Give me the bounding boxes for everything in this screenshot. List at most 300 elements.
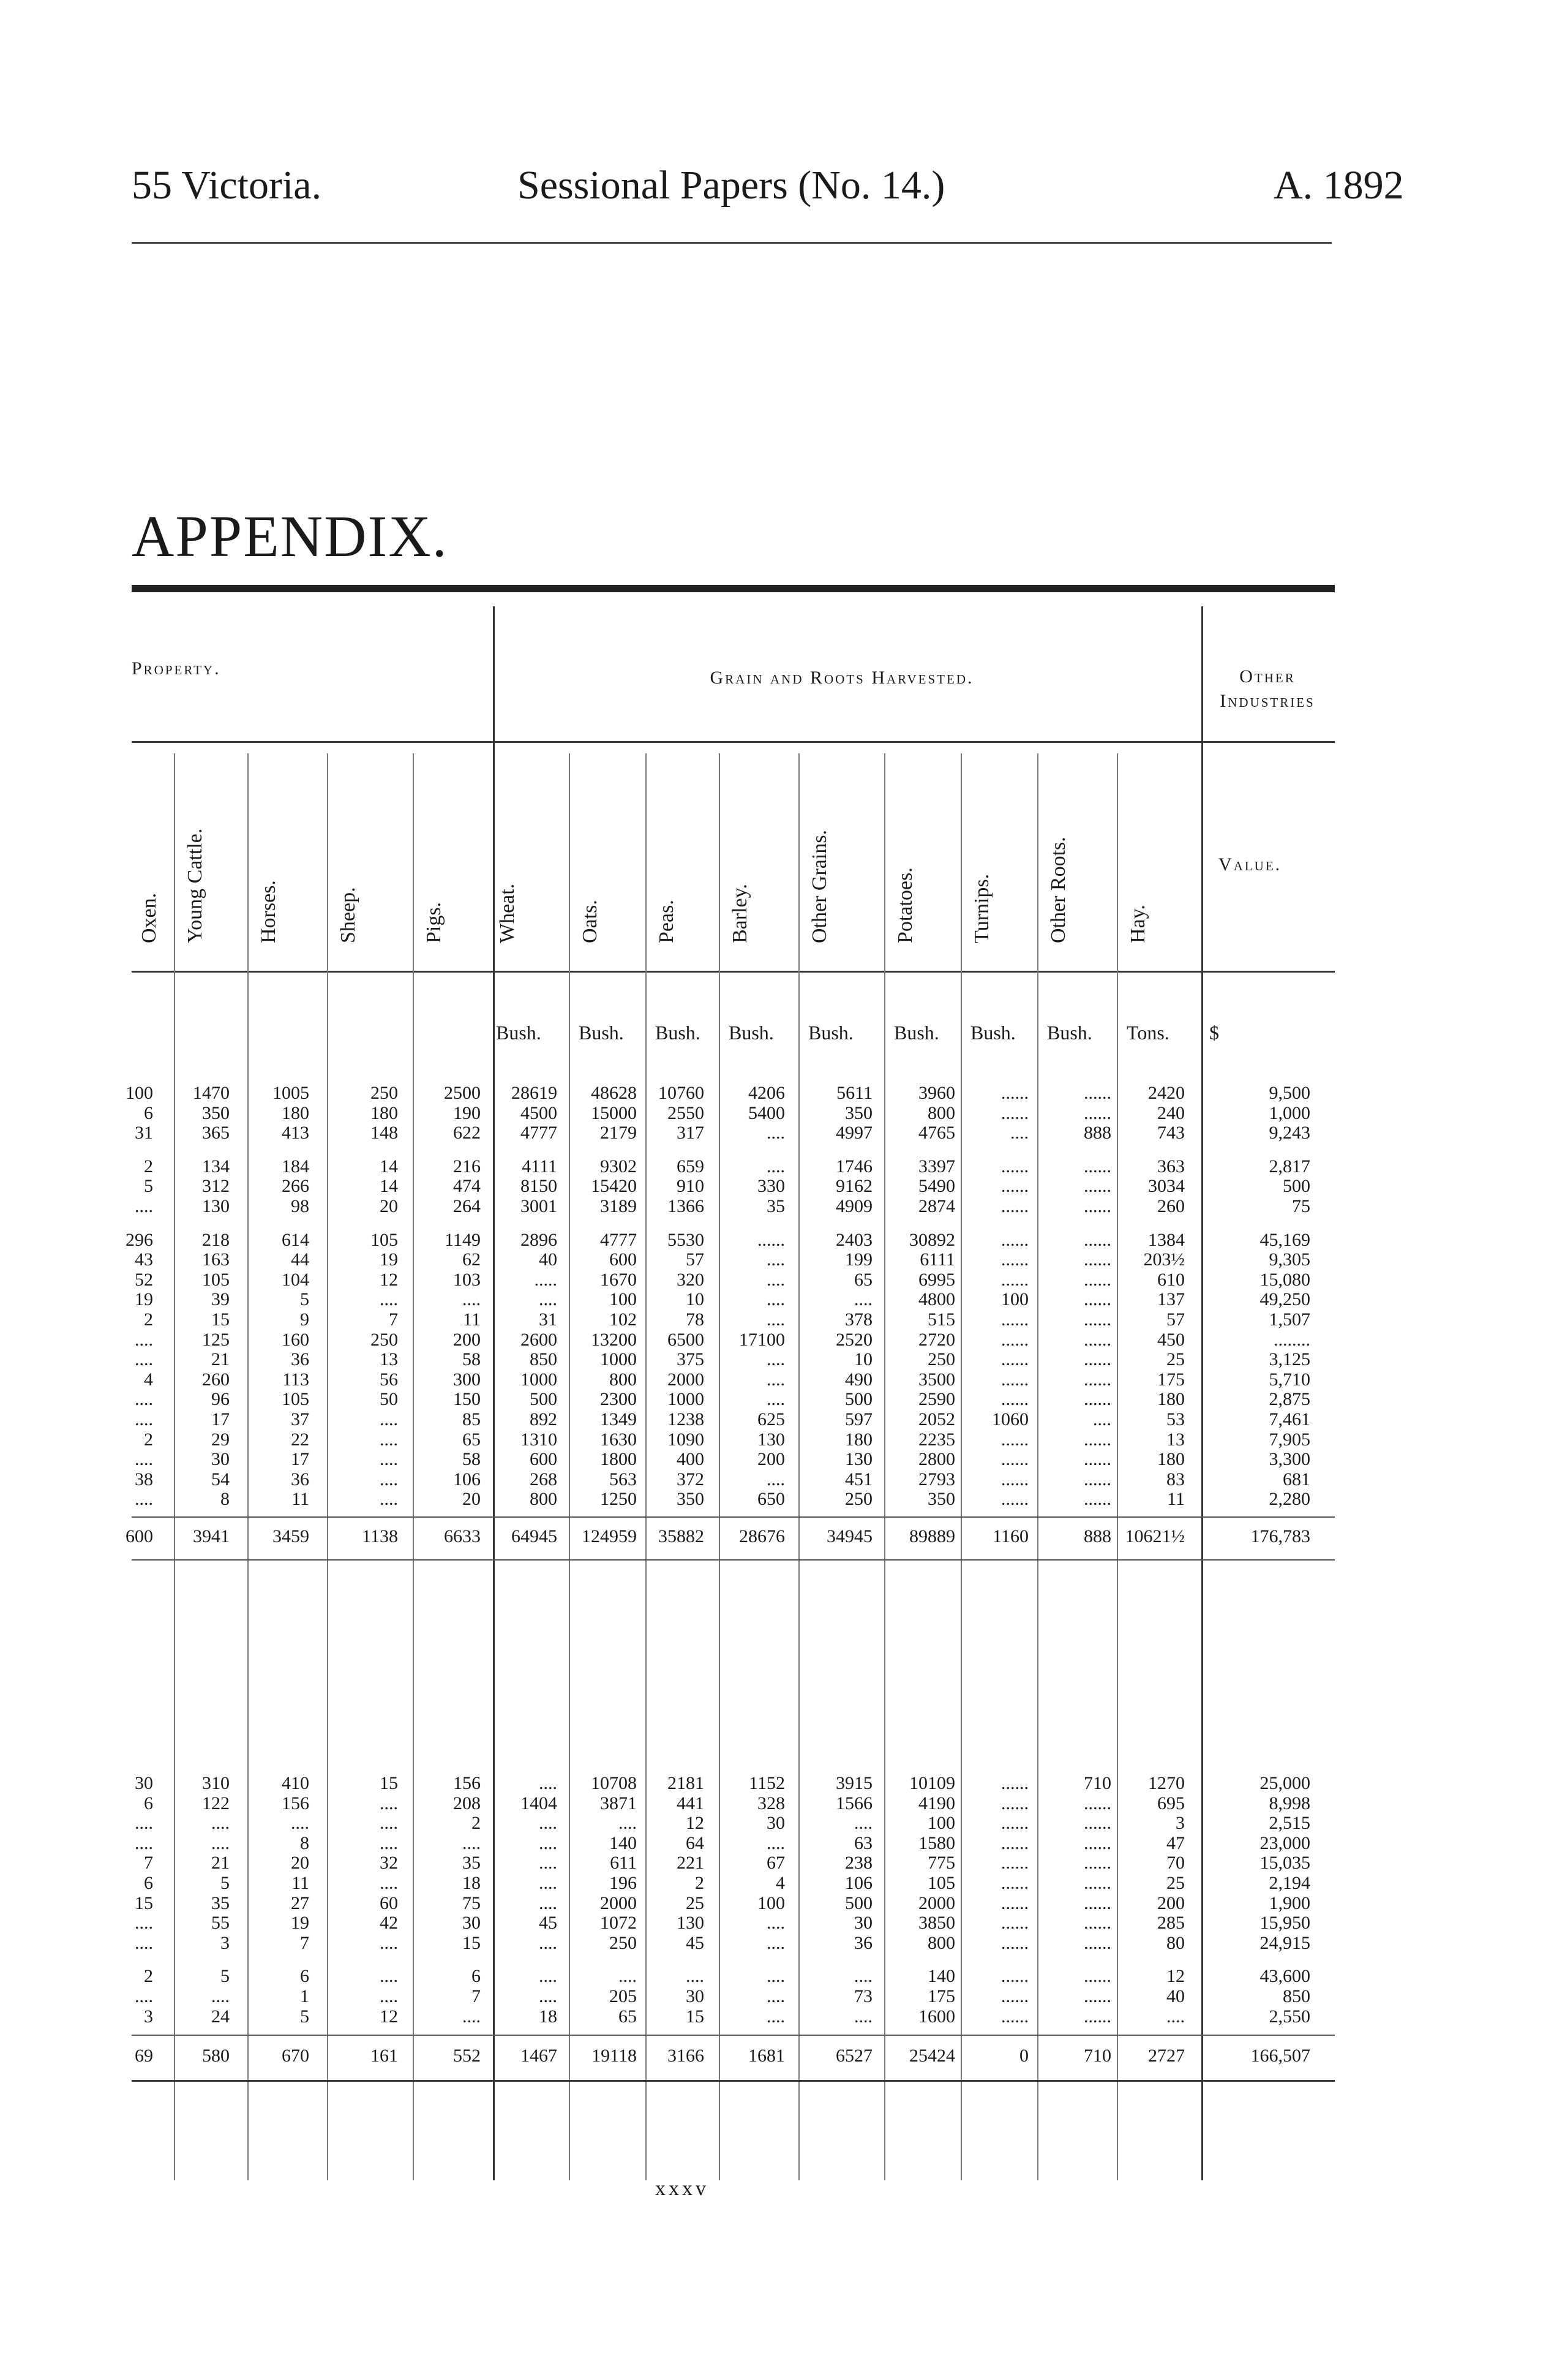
table-cell: 58 [462, 1349, 481, 1370]
table-cell: 659 [677, 1156, 704, 1177]
table-cell: 175 [928, 1986, 955, 2006]
page-number: xxxv [655, 2177, 709, 2200]
table-cell: 320 [677, 1269, 704, 1290]
table-cell: 140 [609, 1832, 637, 1853]
table-cell: 105 [370, 1229, 398, 1250]
table-cell: 15,950 [1259, 1913, 1310, 1934]
table-cell: 134 [202, 1156, 230, 1177]
table-cell: .... [135, 1329, 153, 1350]
table-cell: 13 [1166, 1429, 1185, 1450]
table-cell: ...... [1001, 1176, 1029, 1197]
table-cell: 11 [291, 1873, 309, 1893]
table-cell: 1,000 [1269, 1102, 1310, 1123]
table-cell: 3500 [918, 1369, 955, 1390]
table-cell: 2181 [667, 1773, 704, 1793]
table-cell: 4206 [748, 1083, 785, 1103]
table-cell: 4765 [918, 1123, 955, 1143]
table-cell: ...... [1084, 1873, 1111, 1893]
table-cell: 25 [686, 1892, 704, 1913]
table-cell: 12 [380, 2006, 398, 2027]
table-cell: 106 [845, 1873, 873, 1893]
unit-label: Bush. [808, 1022, 854, 1044]
table-cell: 266 [282, 1176, 309, 1197]
table-cell: 6 [300, 1966, 309, 1987]
table-cell: .... [767, 1389, 785, 1410]
table-cell: 35 [211, 1892, 230, 1913]
table-cell: 9 [300, 1309, 309, 1330]
table-cell: ...... [1084, 1966, 1111, 1987]
table-cell: 5 [300, 1289, 309, 1310]
table-cell: 156 [453, 1773, 481, 1793]
column-head: Turnips. [970, 873, 993, 943]
table-cell: 160 [282, 1329, 309, 1350]
table-cell: 106 [453, 1469, 481, 1489]
table-cell: 775 [928, 1853, 955, 1873]
table-cell: ...... [1001, 1429, 1029, 1450]
unit-label: Bush. [894, 1022, 939, 1044]
table-cell: 156 [282, 1793, 309, 1813]
table-cell: 8150 [520, 1176, 557, 1197]
table-cell: ...... [1084, 1349, 1111, 1370]
table-cell: 1580 [918, 1832, 955, 1853]
table-cell: ...... [1084, 1329, 1111, 1350]
table-cell: 3 [144, 2006, 153, 2027]
table-cell: 1384 [1148, 1229, 1185, 1250]
table-cell: 2896 [520, 1229, 557, 1250]
divider-grain-other [1201, 606, 1203, 2180]
table-cell: 105 [202, 1269, 230, 1290]
table-cell: ...... [1001, 1489, 1029, 1510]
table-cell: 250 [370, 1329, 398, 1350]
table-cell: 10708 [591, 1773, 637, 1793]
table-cell: 30 [686, 1986, 704, 2006]
table-cell: 5 [220, 1966, 230, 1987]
table-cell: ...... [1084, 1986, 1111, 2006]
table-cell: 2000 [918, 1892, 955, 1913]
table-cell: 148 [370, 1123, 398, 1143]
table-cell: 15 [135, 1892, 153, 1913]
table-cell: ...... [1084, 1289, 1111, 1310]
table-cell: 474 [453, 1176, 481, 1197]
table-cell: 100 [757, 1892, 785, 1913]
table-cell: 27 [291, 1892, 309, 1913]
table-cell: 363 [1157, 1156, 1185, 1177]
total-cell: 600 [126, 1526, 153, 1546]
total-cell: 3166 [667, 2046, 704, 2066]
table-cell: 910 [677, 1176, 704, 1197]
table-cell: 1630 [600, 1429, 637, 1450]
table-cell: ...... [1001, 1369, 1029, 1390]
table-cell: 103 [453, 1269, 481, 1290]
table-cell: 2600 [520, 1329, 557, 1350]
total-cell: 166,507 [1250, 2046, 1310, 2066]
table-cell: 52 [135, 1269, 153, 1290]
table-cell: 21 [211, 1349, 230, 1370]
table-cell: ...... [1084, 1309, 1111, 1330]
table-cell: 1600 [918, 2006, 955, 2027]
table-cell: 563 [609, 1469, 637, 1489]
table-cell: 1000 [520, 1369, 557, 1390]
table-cell: 23,000 [1259, 1832, 1310, 1853]
table-cell: 250 [845, 1489, 873, 1510]
table-cell: ...... [1001, 1832, 1029, 1853]
table-cell: 7,905 [1269, 1429, 1310, 1450]
table-cell: ...... [1001, 1873, 1029, 1893]
column-head: Wheat. [496, 883, 519, 943]
table-cell: 15420 [591, 1176, 637, 1197]
table-cell: 5490 [918, 1176, 955, 1197]
table-cell: 365 [202, 1123, 230, 1143]
table-cell: 296 [126, 1229, 153, 1250]
table-cell: 240 [1157, 1102, 1185, 1123]
table-cell: 45 [539, 1913, 557, 1934]
table-cell: 4190 [918, 1793, 955, 1813]
total-cell: 89889 [909, 1526, 955, 1546]
table-cell: 37 [291, 1409, 309, 1429]
table-cell: 180 [1157, 1389, 1185, 1410]
table-cell: 75 [462, 1892, 481, 1913]
table-cell: 611 [610, 1853, 637, 1873]
table-cell: 9,305 [1269, 1249, 1310, 1270]
table-cell: 328 [757, 1793, 785, 1813]
table-cell: 743 [1157, 1123, 1185, 1143]
table-cell: .... [211, 1813, 230, 1834]
table-cell: .... [462, 1289, 481, 1310]
table-cell: 681 [1283, 1469, 1310, 1489]
table-cell: 30 [135, 1773, 153, 1793]
table-cell: 2179 [600, 1123, 637, 1143]
table-cell: 184 [282, 1156, 309, 1177]
table-cell: ...... [1084, 1083, 1111, 1103]
table-cell: 1149 [445, 1229, 481, 1250]
table-cell: 2420 [1148, 1083, 1185, 1103]
total-cell: 6633 [444, 1526, 481, 1546]
table-cell: ...... [1084, 1489, 1111, 1510]
table-cell: 80 [1166, 1932, 1185, 1953]
table-cell: 2874 [918, 1196, 955, 1216]
table-cell: 175 [1157, 1369, 1185, 1390]
table-cell: 800 [609, 1369, 637, 1390]
table-cell: 350 [677, 1489, 704, 1510]
table-cell: 888 [1084, 1123, 1111, 1143]
table-cell: 260 [202, 1369, 230, 1390]
table-cell: 30892 [909, 1229, 955, 1250]
table-cell: 2 [695, 1873, 704, 1893]
table-cell: .... [1093, 1409, 1111, 1429]
table-cell: 130 [677, 1913, 704, 1934]
table-cell: 18 [539, 2006, 557, 2027]
table-cell: 317 [677, 1123, 704, 1143]
table-cell: .... [135, 1409, 153, 1429]
table-cell: 78 [686, 1309, 704, 1330]
total-cell: 124959 [582, 1526, 637, 1546]
table-cell: 4111 [522, 1156, 557, 1177]
table-cell: .... [854, 2006, 873, 2027]
table-cell: 6995 [918, 1269, 955, 1290]
total-cell: 3459 [272, 1526, 309, 1546]
table-cell: ...... [1001, 1913, 1029, 1934]
table-cell: 24 [211, 2006, 230, 2027]
table-cell: 4 [776, 1873, 785, 1893]
table-cell: 32 [380, 1853, 398, 1873]
table-cell: .... [380, 1966, 398, 1987]
table-cell: 10 [854, 1349, 873, 1370]
table-cell: 250 [609, 1932, 637, 1953]
table-cell: 14 [380, 1176, 398, 1197]
table-cell: 102 [609, 1309, 637, 1330]
table-cell: 3960 [918, 1083, 955, 1103]
table-cell: .... [135, 1349, 153, 1370]
table-cell: 800 [530, 1489, 557, 1510]
table-cell: 1670 [600, 1269, 637, 1290]
table-cell: 2793 [918, 1469, 955, 1489]
table-cell: .... [618, 1813, 637, 1834]
column-head: Horses. [257, 880, 280, 943]
table-cell: 2720 [918, 1329, 955, 1350]
table-cell: .... [767, 1469, 785, 1489]
table-cell: ...... [1084, 1102, 1111, 1123]
table-cell: ...... [1084, 1156, 1111, 1177]
table-cell: 15 [686, 2006, 704, 2027]
table-cell: ...... [1084, 1429, 1111, 1450]
table-cell: 205 [609, 1986, 637, 2006]
table-cell: 410 [282, 1773, 309, 1793]
table-cell: .... [380, 1449, 398, 1470]
table-cell: 413 [282, 1123, 309, 1143]
unit-label: Tons. [1127, 1022, 1169, 1044]
table-cell: ...... [1001, 1966, 1029, 1987]
table-cell: .... [380, 1832, 398, 1853]
table-cell: 100 [126, 1083, 153, 1103]
table-cell: 20 [462, 1489, 481, 1510]
table-cell: 5611 [836, 1083, 873, 1103]
table-cell: 1000 [667, 1389, 704, 1410]
title-rule [132, 585, 1335, 592]
table-cell: 2500 [444, 1083, 481, 1103]
table-cell: ...... [1001, 1932, 1029, 1953]
table-cell: ...... [1084, 1176, 1111, 1197]
table-cell: 57 [686, 1249, 704, 1270]
table-cell: ...... [1001, 1773, 1029, 1793]
table-cell: ...... [1001, 1329, 1029, 1350]
table-cell: .... [767, 1123, 785, 1143]
table-cell: 4500 [520, 1102, 557, 1123]
table-cell: 83 [1166, 1469, 1185, 1489]
unit-label: Bush. [729, 1022, 774, 1044]
table-cell: 15,035 [1259, 1853, 1310, 1873]
table-cell: .... [380, 1489, 398, 1510]
table-cell: 2 [144, 1429, 153, 1450]
table-cell: ...... [1084, 2006, 1111, 2027]
table-cell: 20 [291, 1853, 309, 1873]
table-cell: 3001 [520, 1196, 557, 1216]
table-cell: .... [380, 1873, 398, 1893]
table-cell: 6500 [667, 1329, 704, 1350]
table-cell: 63 [854, 1832, 873, 1853]
table-cell: 50 [380, 1389, 398, 1410]
table-cell: 180 [282, 1102, 309, 1123]
table-cell: 600 [609, 1249, 637, 1270]
table-cell: ...... [1001, 1813, 1029, 1834]
table-cell: ..... [534, 1269, 557, 1290]
total-cell: 1467 [520, 2046, 557, 2066]
table-cell: .... [539, 1832, 557, 1853]
table-cell: ...... [1084, 1853, 1111, 1873]
table-cell: 100 [928, 1813, 955, 1834]
table-cell: 75 [1292, 1196, 1310, 1216]
table-cell: 1000 [600, 1349, 637, 1370]
table-cell: 350 [202, 1102, 230, 1123]
table-cell: 25 [1166, 1873, 1185, 1893]
table-cell: 70 [1166, 1853, 1185, 1873]
table-cell: 4997 [836, 1123, 873, 1143]
table-cell: 55 [211, 1913, 230, 1934]
table-cell: 40 [539, 1249, 557, 1270]
table-cell: 1349 [600, 1409, 637, 1429]
table-cell: ...... [1084, 1932, 1111, 1953]
table-cell: 100 [609, 1289, 637, 1310]
table-cell: .... [211, 1986, 230, 2006]
table-cell: 490 [845, 1369, 873, 1390]
table-cell: 15 [211, 1309, 230, 1330]
unit-label: Bush. [496, 1022, 541, 1044]
table-cell: .... [380, 1289, 398, 1310]
table-cell: .... [767, 1913, 785, 1934]
table-cell: 2,280 [1269, 1489, 1310, 1510]
table-cell: 2550 [667, 1102, 704, 1123]
table-cell: 8,998 [1269, 1793, 1310, 1813]
table-cell: 4909 [836, 1196, 873, 1216]
table-cell: 17 [211, 1409, 230, 1429]
table-cell: 65 [854, 1269, 873, 1290]
table-cell: 2403 [836, 1229, 873, 1250]
table-cell: 264 [453, 1196, 481, 1216]
table-cell: 1746 [836, 1156, 873, 1177]
table-cell: 49,250 [1259, 1289, 1310, 1310]
table-cell: 130 [845, 1449, 873, 1470]
table-cell: 10 [686, 1289, 704, 1310]
table-cell: 13 [380, 1349, 398, 1370]
table-cell: 2 [144, 1966, 153, 1987]
table-cell: 58 [462, 1449, 481, 1470]
table-cell: 6 [144, 1873, 153, 1893]
table-cell: 850 [1283, 1986, 1310, 2006]
table-cell: .... [539, 1813, 557, 1834]
table-cell: 1800 [600, 1449, 637, 1470]
table-cell: 15,080 [1259, 1269, 1310, 1290]
table-cell: 800 [928, 1102, 955, 1123]
table-cell: 1072 [600, 1913, 637, 1934]
table-cell: 250 [370, 1083, 398, 1103]
table-cell: 137 [1157, 1289, 1185, 1310]
table-cell: 20 [380, 1196, 398, 1216]
table-cell: 8 [220, 1489, 230, 1510]
table-cell: 378 [845, 1309, 873, 1330]
column-head: Other Grains. [808, 829, 831, 943]
table-cell: 43,600 [1259, 1966, 1310, 1987]
table-cell: 200 [1157, 1892, 1185, 1913]
table-cell: 53 [1166, 1409, 1185, 1429]
table-cell: 19 [291, 1913, 309, 1934]
table-cell: 45 [686, 1932, 704, 1953]
table-cell: 500 [530, 1389, 557, 1410]
table-cell: .... [539, 1773, 557, 1793]
table-cell: 2,515 [1269, 1813, 1310, 1834]
table-cell: .... [539, 1986, 557, 2006]
table-cell: 1238 [667, 1409, 704, 1429]
total-cell: 1681 [748, 2046, 785, 2066]
column-head: Other Roots. [1047, 837, 1070, 943]
table-cell: 710 [1084, 1773, 1111, 1793]
table-cell: 250 [928, 1349, 955, 1370]
table-cell: .... [380, 1932, 398, 1953]
table-cell: 597 [845, 1409, 873, 1429]
table-cell: 7,461 [1269, 1409, 1310, 1429]
table-cell: .... [539, 1966, 557, 1987]
table-cell: 800 [928, 1932, 955, 1953]
table-cell: 4777 [520, 1123, 557, 1143]
column-head: Oxen. [138, 892, 160, 943]
table-cell: .... [854, 1813, 873, 1834]
table-cell: 17100 [739, 1329, 785, 1350]
table-cell: 1090 [667, 1429, 704, 1450]
table-cell: .... [380, 1429, 398, 1450]
table-cell: 3,300 [1269, 1449, 1310, 1470]
table-cell: 36 [854, 1932, 873, 1953]
table-cell: 4777 [600, 1229, 637, 1250]
table-cell: ...... [1001, 1389, 1029, 1410]
column-head-value: Value. [1218, 854, 1282, 875]
table-cell: 25,000 [1259, 1773, 1310, 1793]
table-cell: 19 [380, 1249, 398, 1270]
table-cell: 1060 [992, 1409, 1029, 1429]
total-cell: 64945 [511, 1526, 557, 1546]
table-cell: 200 [453, 1329, 481, 1350]
table-cell: .... [135, 1913, 153, 1934]
total-cell: 28676 [739, 1526, 785, 1546]
total-cell: 0 [1019, 2046, 1029, 2066]
table-cell: .... [462, 1832, 481, 1853]
bottom-rule [132, 2080, 1335, 2082]
table-cell: 31 [135, 1123, 153, 1143]
table-cell: 57 [1166, 1309, 1185, 1330]
table-cell: ...... [1084, 1793, 1111, 1813]
unit-label: Bush. [655, 1022, 700, 1044]
table-cell: 3189 [600, 1196, 637, 1216]
table-cell: .... [135, 1489, 153, 1510]
table-cell: 65 [618, 2006, 637, 2027]
table-cell: 500 [1283, 1176, 1310, 1197]
table-cell: 3915 [836, 1773, 873, 1793]
group-other: Other Industries [1220, 666, 1315, 711]
table-cell: 2800 [918, 1449, 955, 1470]
table-cell: .... [767, 1932, 785, 1953]
table-cell: 5530 [667, 1229, 704, 1250]
table-cell: 113 [282, 1369, 309, 1390]
table-cell: 2,875 [1269, 1389, 1310, 1410]
header-rule [132, 242, 1332, 244]
table-cell: .... [767, 1832, 785, 1853]
table-cell: 31 [539, 1309, 557, 1330]
table-cell: 28619 [511, 1083, 557, 1103]
table-cell: 11 [1167, 1489, 1185, 1510]
table-cell: ...... [1084, 1913, 1111, 1934]
table-cell: 38 [135, 1469, 153, 1489]
table-cell: 610 [1157, 1269, 1185, 1290]
table-cell: .... [1166, 2006, 1185, 2027]
column-head: Oats. [579, 900, 601, 943]
table-cell: 2,817 [1269, 1156, 1310, 1177]
